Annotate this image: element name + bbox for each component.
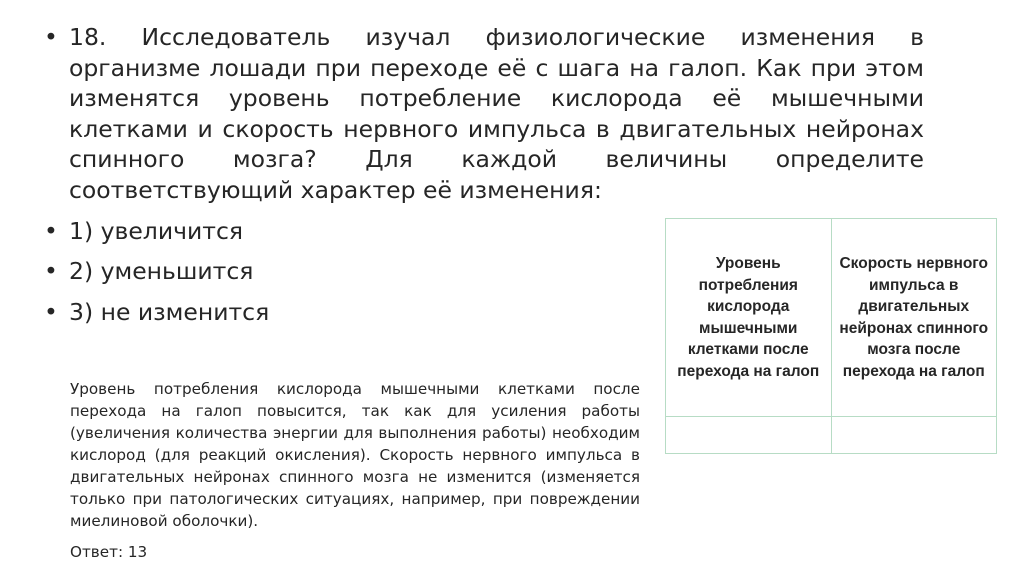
- bullet-dot: •: [44, 297, 58, 326]
- bullet-dot: •: [44, 23, 58, 51]
- question-item: [42, 22, 924, 206]
- header-nerve-impulse-speed: Скорость нервного импульса в двигательных нейронах спинного мозга после перехода на галоп: [831, 219, 997, 417]
- answer-cell-nerve[interactable]: [831, 417, 997, 454]
- answer-table: [665, 218, 997, 454]
- explanation-text: Уровень потребления кислорода мышечными клетками после перехода на галоп повысится, так как для усиления работы (увеличения количества энергии для выполнения работы) необходим кислород (для реакций окисления). Скорость нервного импульса в двигательных нейронах спинного мозга не изменится (изменяется только при патологических ситуациях, например, при повреждении миелиновой оболочки).: [70, 380, 640, 530]
- bullet-dot: •: [44, 257, 58, 286]
- table-header-row: [666, 219, 997, 417]
- option-label: 3) не изменится: [69, 297, 270, 326]
- option-label: 1) увеличится: [69, 216, 244, 245]
- question-text: 18. Исследователь изучал физиологические изменения в организме лошади при переходе её с шага на галоп. Как при этом изменятся уровень потребление кислорода её мышечными клетками и скорость нервного импульса в двигательных нейронах спинного мозга? Для каждой величины определите соответствующий характер её изменения:: [69, 23, 924, 204]
- answer-cell-oxygen[interactable]: [666, 417, 832, 454]
- answer-line: Ответ: 13: [70, 543, 148, 561]
- option-label: 2) уменьшится: [69, 257, 254, 286]
- table-answer-row: [666, 417, 997, 454]
- bullet-dot: •: [44, 216, 58, 245]
- header-oxygen-consumption: Уровень потребления кислорода мышечными клетками после перехода на галоп: [666, 219, 832, 417]
